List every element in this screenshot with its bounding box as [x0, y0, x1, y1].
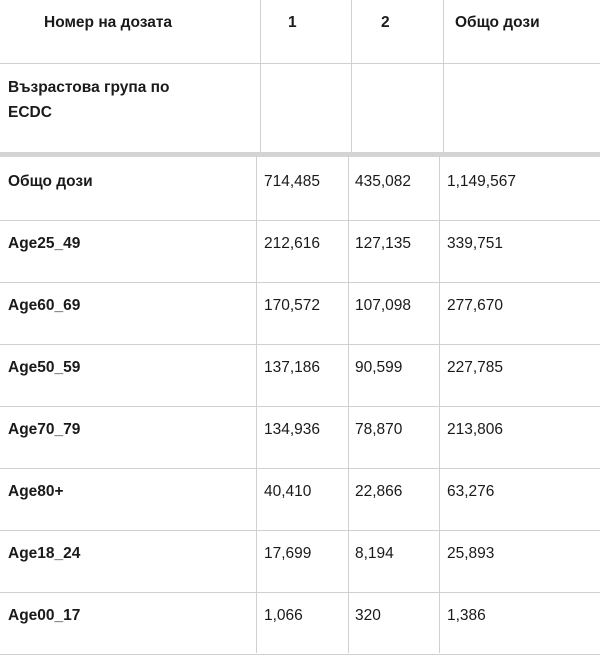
dose-2-value: 8,194 — [355, 545, 394, 562]
dose-2-value: 22,866 — [355, 483, 403, 500]
row-label: Age00_17 — [8, 607, 81, 624]
row-label: Age60_69 — [8, 297, 81, 314]
dose-2-value: 78,870 — [355, 421, 403, 438]
total-value: 227,785 — [447, 359, 504, 376]
total-value: 1,386 — [447, 607, 486, 624]
dose-2-value: 90,599 — [355, 359, 403, 376]
dose-1-value: 134,936 — [264, 421, 321, 438]
dose-1-value: 714,485 — [264, 173, 321, 190]
dose-1-value: 212,616 — [264, 235, 321, 252]
total-value: 339,751 — [447, 235, 504, 252]
row-label: Age50_59 — [8, 359, 81, 376]
dose-2-value: 127,135 — [355, 235, 412, 252]
dose-1-value: 40,410 — [264, 483, 312, 500]
row-label: Age70_79 — [8, 421, 81, 438]
header-dose-number: Номер на дозата — [44, 14, 173, 31]
total-value: 25,893 — [447, 545, 495, 562]
table-header — [0, 0, 600, 152]
dose-1-value: 170,572 — [264, 297, 321, 314]
header-age-group-line2: ECDC — [8, 104, 52, 121]
table-row — [0, 469, 600, 531]
row-label: Age80+ — [8, 483, 64, 500]
total-value: 63,276 — [447, 483, 495, 500]
header-dose-1: 1 — [288, 14, 297, 31]
table-row — [0, 283, 600, 345]
header-total-doses: Общо дози — [455, 14, 540, 31]
total-value: 277,670 — [447, 297, 504, 314]
table-row — [0, 159, 600, 221]
dose-1-value: 1,066 — [264, 607, 303, 624]
row-label: Общо дози — [8, 173, 93, 190]
table-row — [0, 345, 600, 407]
dose-1-value: 17,699 — [264, 545, 312, 562]
header-age-group-line1: Възрастова група по — [8, 79, 170, 96]
header-separator — [0, 152, 600, 157]
header-dose-2: 2 — [381, 14, 390, 31]
dose-1-value: 137,186 — [264, 359, 321, 376]
table-row — [0, 593, 600, 655]
table-row — [0, 407, 600, 469]
total-value: 1,149,567 — [447, 173, 516, 190]
total-value: 213,806 — [447, 421, 504, 438]
row-label: Age25_49 — [8, 235, 81, 252]
dose-2-value: 107,098 — [355, 297, 412, 314]
table-row — [0, 531, 600, 593]
table-row — [0, 221, 600, 283]
table-body — [0, 159, 600, 655]
dose-2-value: 320 — [355, 607, 381, 624]
row-label: Age18_24 — [8, 545, 81, 562]
dose-2-value: 435,082 — [355, 173, 412, 190]
